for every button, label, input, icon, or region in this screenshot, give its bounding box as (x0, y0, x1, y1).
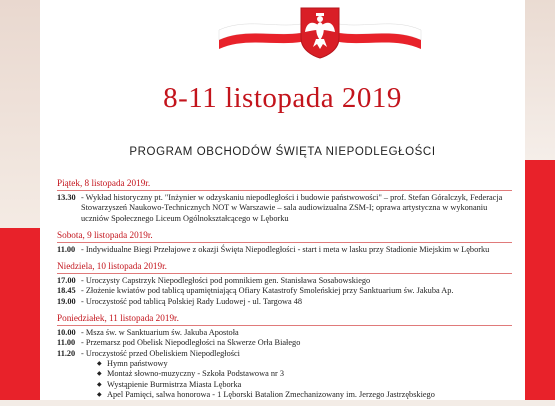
day-title: Piątek, 8 listopada 2019r. (57, 178, 151, 188)
day-section (57, 313, 512, 400)
day-section (57, 230, 512, 255)
list-item: ◆ Hymn państwowy (97, 359, 512, 369)
poster (40, 0, 525, 400)
event-description: - Uroczysty Capstrzyk Niepodległości pod pomnikiem gen. Stanisława Sosabowskiego (81, 276, 371, 286)
event-time: 11.00 (57, 338, 76, 348)
event-time: 17.00 (57, 276, 76, 286)
event-time: 11.00 (57, 244, 76, 254)
program-content (57, 178, 512, 406)
day-section (57, 261, 512, 307)
event-time: 10.00 (57, 328, 76, 338)
emblem-banner (215, 2, 425, 60)
event-description: - Przemarsz pod Obelisk Niepodległości na Skwerze Orła Białego (81, 338, 301, 348)
background-paper-left (0, 0, 40, 228)
program-subtitle: PROGRAM OBCHODÓW ŚWIĘTA NIEPODLEGŁOŚCI (129, 146, 436, 158)
divider (57, 242, 512, 243)
event-time: 18.45 (57, 286, 76, 296)
day-title: Poniedziałek, 11 listopada 2019r. (57, 313, 179, 324)
flag-stripe-right (525, 160, 555, 400)
day-section (57, 178, 512, 224)
event-time: 11.20 (57, 348, 76, 358)
divider (57, 190, 512, 191)
event-description: - Indywidualne Biegi Przełajowe z okazji Święta Niepodległości - start i meta w lasku przy Stadionie Miejskim w Lęborku (81, 244, 490, 254)
event-row (57, 297, 512, 307)
event-row (57, 276, 512, 286)
event-row (57, 286, 512, 296)
event-time: 19.00 (57, 296, 76, 306)
flag-stripe-left (0, 228, 40, 400)
event-description: - Uroczystość przed Obeliskiem Niepodległości (81, 348, 240, 358)
event-time: 13.30 (57, 193, 76, 202)
event-row (57, 349, 512, 359)
event-description: - Złożenie kwiatów pod tablicą upamiętniającą Ofiary Katastrofy Smoleńskiej przy Sanktuarium św. Jakuba Ap. (81, 286, 454, 296)
day-title: Niedziela, 10 listopada 2019r. (57, 261, 167, 272)
divider (57, 325, 512, 326)
event-row (57, 193, 512, 224)
polish-eagle-emblem-icon (215, 2, 425, 60)
list-item: ◆ Apel Pamięci, salwa honorowa - 1 Lęborski Batalion Zmechanizowany im. Jerzego Jastrzębskiego (97, 390, 512, 400)
background-paper-right (525, 0, 555, 160)
ceremony-sublist (97, 359, 512, 400)
event-row (57, 245, 512, 255)
page-title: 8-11 listopada 2019 (163, 82, 402, 114)
event-row (57, 338, 512, 348)
divider (57, 273, 512, 274)
list-item: ◆ Montaż słowno-muzyczny - Szkoła Podstawowa nr 3 (97, 369, 512, 379)
event-description: - Msza św. w Sanktuarium św. Jakuba Apostoła (81, 328, 239, 338)
event-description: - Wykład historyczny pt. "Inżynier w odzyskaniu niepodległości i budowie państwowości" – prof. Stefan Góralczyk, Federacja Stowarzyszeń Naukowo-Technicznych NOT w Warszawie – sala audiowizualna ZSM-I; oprawa artystyczna w wykonaniu uczniów Społecznego Liceum Ogólnokształcącego w Lęborku (81, 193, 503, 223)
event-description: - Uroczystość pod tablicą Polskiej Rady Ludowej - ul. Targowa 48 (81, 296, 303, 306)
list-item: ◆ Wystąpienie Burmistrza Miasta Lęborka (97, 380, 512, 390)
event-row (57, 328, 512, 338)
day-title: Sobota, 9 listopada 2019r. (57, 229, 153, 240)
